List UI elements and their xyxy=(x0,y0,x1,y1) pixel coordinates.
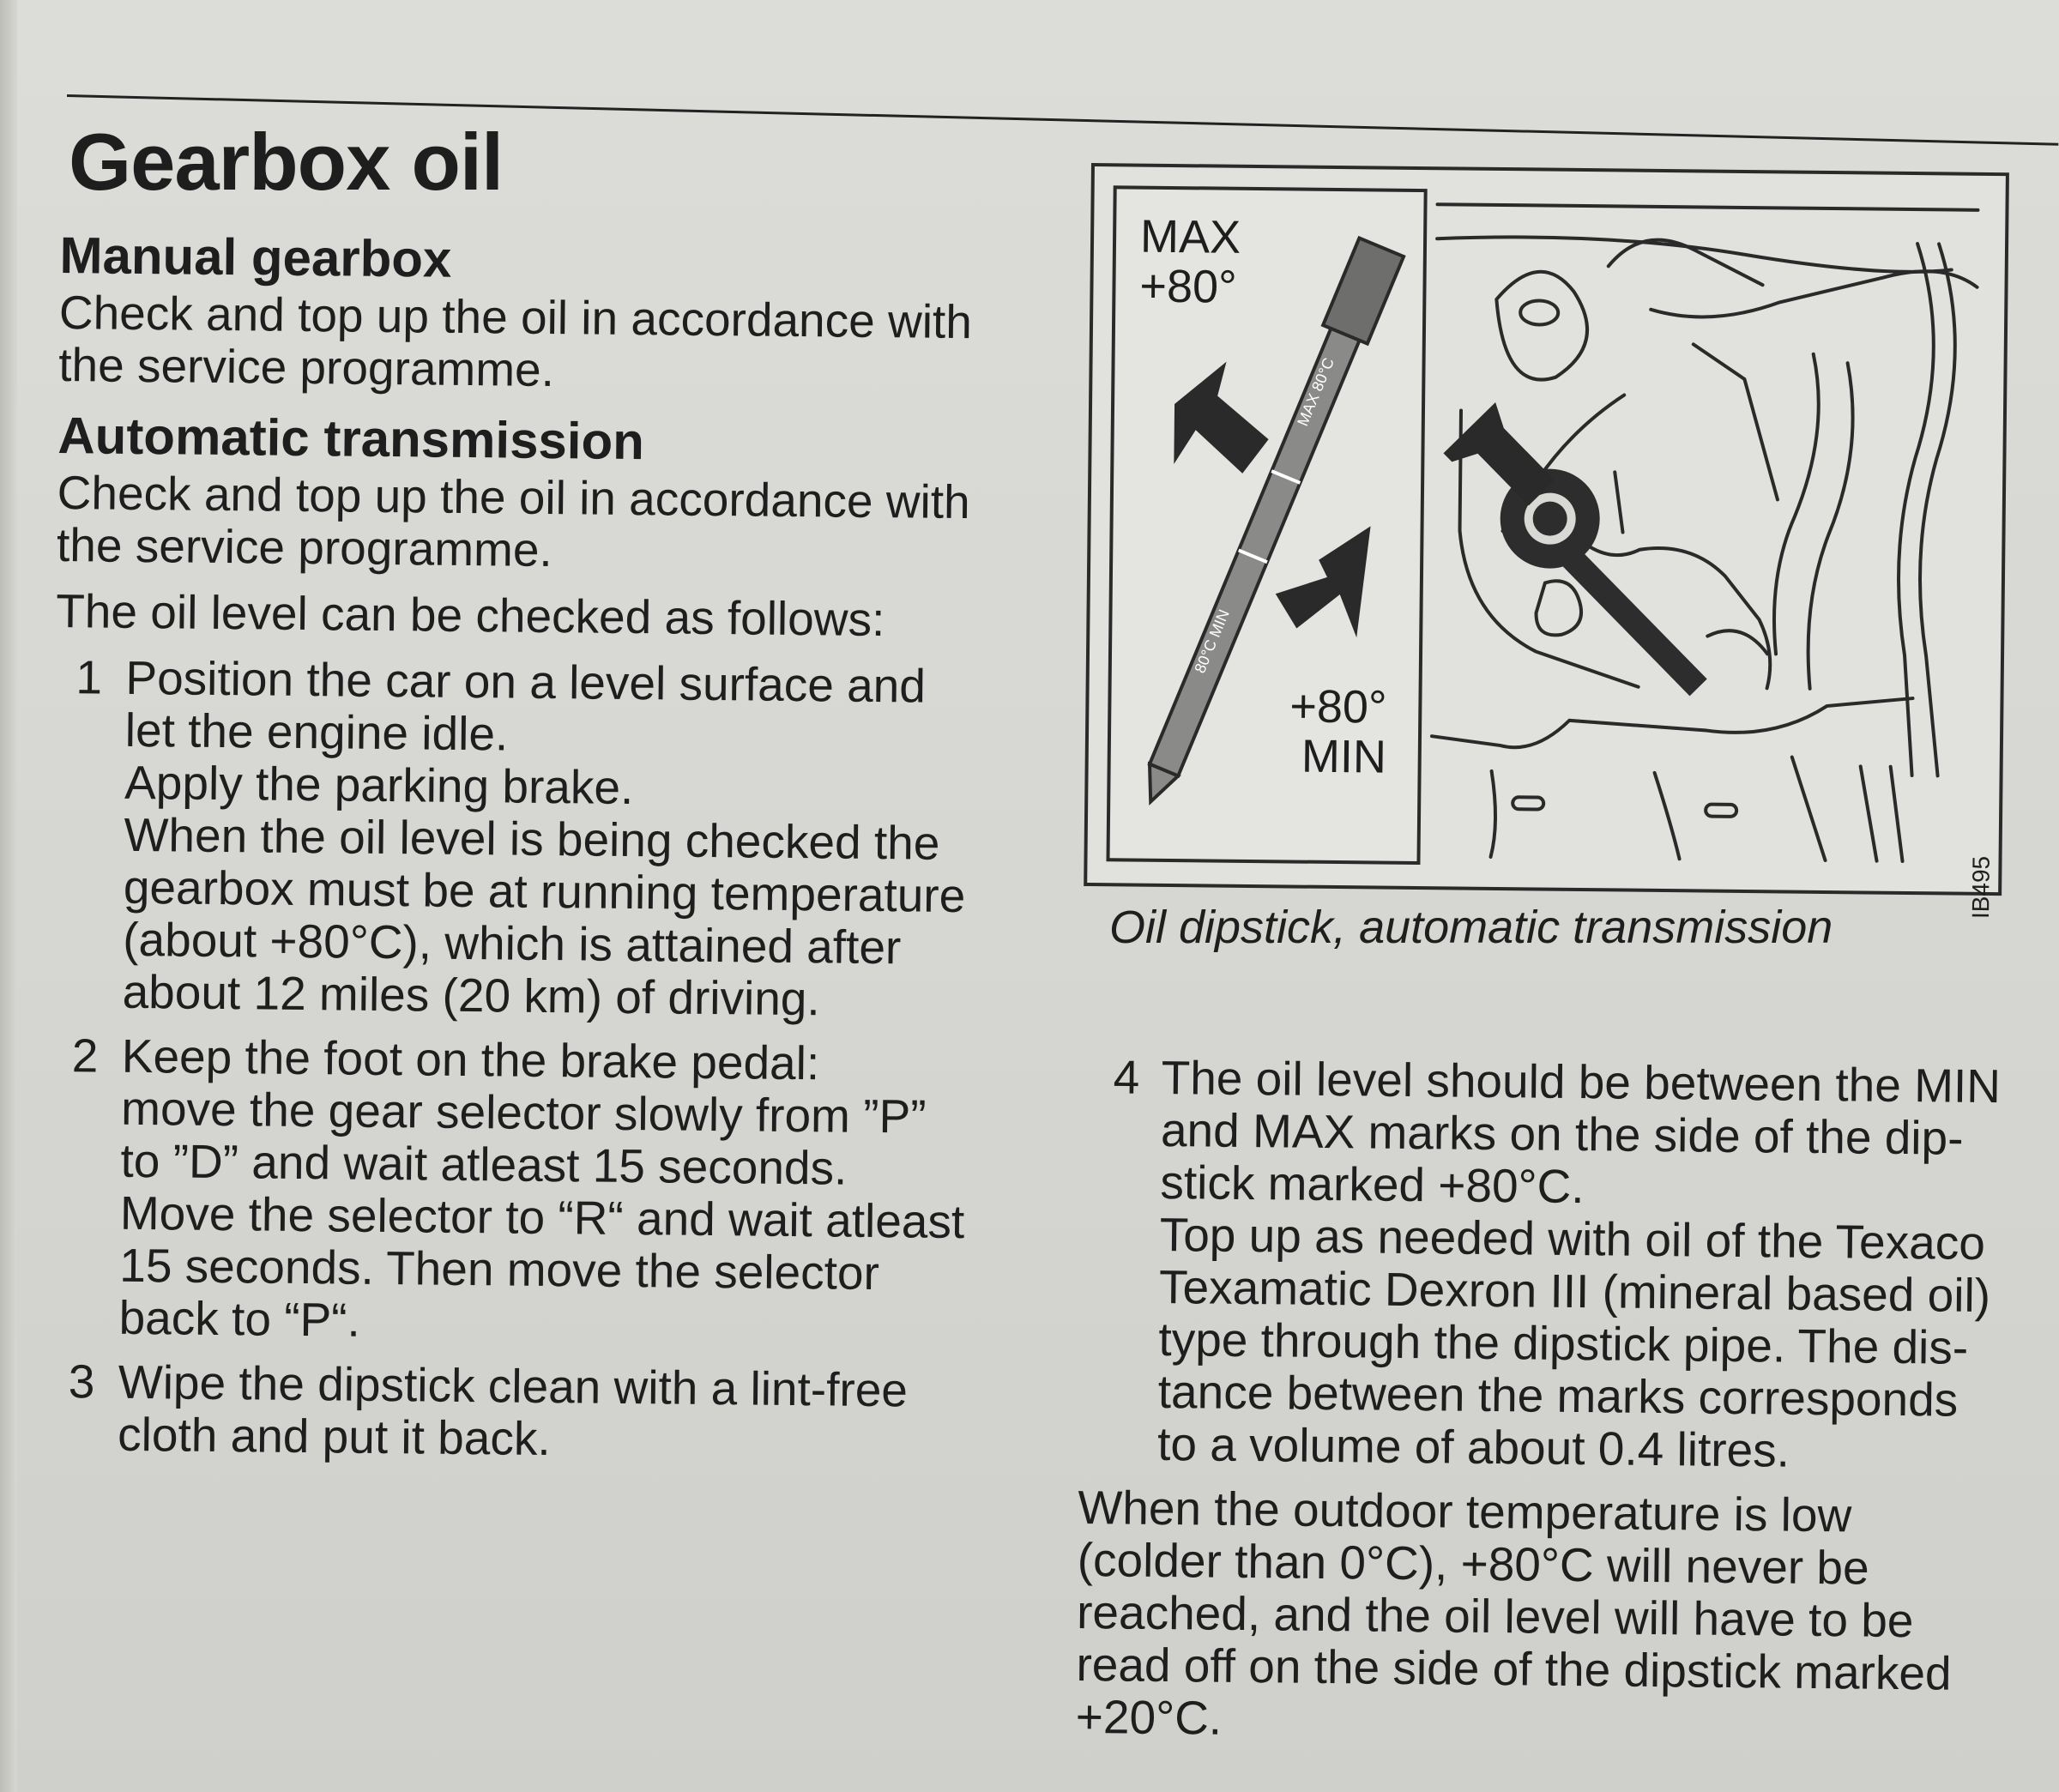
automatic-transmission-heading: Automatic transmission xyxy=(57,406,645,471)
text-line: +80° xyxy=(1139,260,1238,313)
text-line: When the outdoor temperature is low xyxy=(1078,1480,1852,1542)
step-number: 2 xyxy=(71,1029,99,1083)
min-arrow xyxy=(1275,525,1370,637)
text-line: (about +80°C), which is attained after xyxy=(122,912,902,974)
step-number: 1 xyxy=(75,650,103,704)
manual-gearbox-heading: Manual gearbox xyxy=(59,226,452,288)
text-line: read off on the side of the dipstick marked xyxy=(1076,1637,1952,1700)
automatic-transmission-text xyxy=(57,467,1018,582)
text-line: about 12 miles (20 km) of driving. xyxy=(122,964,821,1026)
right-column xyxy=(1076,1051,2009,1753)
max-label xyxy=(1139,212,1241,312)
text-line: +80° xyxy=(1289,680,1387,733)
page-edge xyxy=(0,0,17,1792)
text-line: move the gear selector slowly from ”P” xyxy=(120,1081,927,1143)
text-line: reached, and the oil level will have to be xyxy=(1076,1584,1914,1648)
text-line: to ”D” and wait atleast 15 seconds. xyxy=(120,1133,848,1195)
text-line: Apply the parking brake. xyxy=(124,755,634,815)
text-line: (colder than 0°C), +80°C will never be xyxy=(1077,1532,1869,1595)
text-line: the service programme. xyxy=(57,337,555,397)
step-2 xyxy=(48,1029,1012,1354)
text-line: +20°C. xyxy=(1075,1689,1223,1745)
dipstick-min-mark: 80°C MIN xyxy=(1191,606,1233,676)
text-line: 15 seconds. Then move the selector xyxy=(118,1238,880,1300)
text-line: type through the dipstick pipe. The dis- xyxy=(1158,1312,1969,1374)
text-line: Wipe the dipstick clean with a lint-free xyxy=(118,1355,909,1417)
closing-paragraph xyxy=(1076,1481,2005,1753)
text-line: Check and top up the oil in accordance with xyxy=(58,285,973,349)
step-number: 4 xyxy=(1113,1050,1140,1104)
step-4 xyxy=(1078,1051,2009,1479)
text-line: Check and top up the oil in accordance with xyxy=(57,465,970,529)
step-3 xyxy=(47,1355,1009,1470)
text-line: MAX xyxy=(1139,210,1241,263)
text-line: When the oil level is being checked the xyxy=(124,807,940,870)
text-line: tance between the marks corresponds xyxy=(1157,1364,1959,1427)
text-line: and MAX marks on the side of the dip- xyxy=(1160,1102,1964,1165)
text-line: the service programme. xyxy=(56,517,553,577)
text-line: Move the selector to “R“ and wait atleast xyxy=(119,1186,965,1249)
text-line: back to “P“. xyxy=(118,1290,361,1347)
page-title: Gearbox oil xyxy=(69,117,504,207)
text-line: to a volume of about 0.4 litres. xyxy=(1156,1416,1790,1477)
text-line: The oil level should be between the MIN xyxy=(1161,1050,2002,1113)
text-line: stick marked +80°C. xyxy=(1160,1155,1585,1214)
step-1 xyxy=(51,651,1016,1028)
text-line: cloth and put it back. xyxy=(117,1407,552,1466)
text-line: MIN xyxy=(1301,730,1387,783)
text-line: Top up as needed with oil of the Texaco xyxy=(1159,1207,1986,1270)
max-arrow xyxy=(1174,361,1269,474)
text-line: Position the car on a level surface and xyxy=(125,650,927,713)
text-line: Texamatic Dexron III (mineral based oil) xyxy=(1158,1259,1991,1323)
manual-gearbox-text xyxy=(58,287,1020,401)
figure-caption: Oil dipstick, automatic transmission xyxy=(1109,902,1833,953)
text-line: gearbox must be at running temperature xyxy=(123,860,966,923)
min-label xyxy=(1289,681,1386,781)
step-number: 3 xyxy=(68,1355,95,1409)
dipstick-max-mark: MAX 80°C xyxy=(1294,355,1338,429)
dipstick-callout-panel xyxy=(1106,185,1427,865)
steps-list xyxy=(47,651,1017,1470)
check-intro: The oil level can be checked as follows: xyxy=(55,583,885,647)
text-line: Keep the foot on the brake pedal: xyxy=(121,1029,820,1090)
left-column xyxy=(47,225,1021,1482)
text-line: let the engine idle. xyxy=(124,703,509,761)
dipstick-figure xyxy=(1084,163,2009,920)
figure-id: IB495 xyxy=(1966,855,1995,920)
